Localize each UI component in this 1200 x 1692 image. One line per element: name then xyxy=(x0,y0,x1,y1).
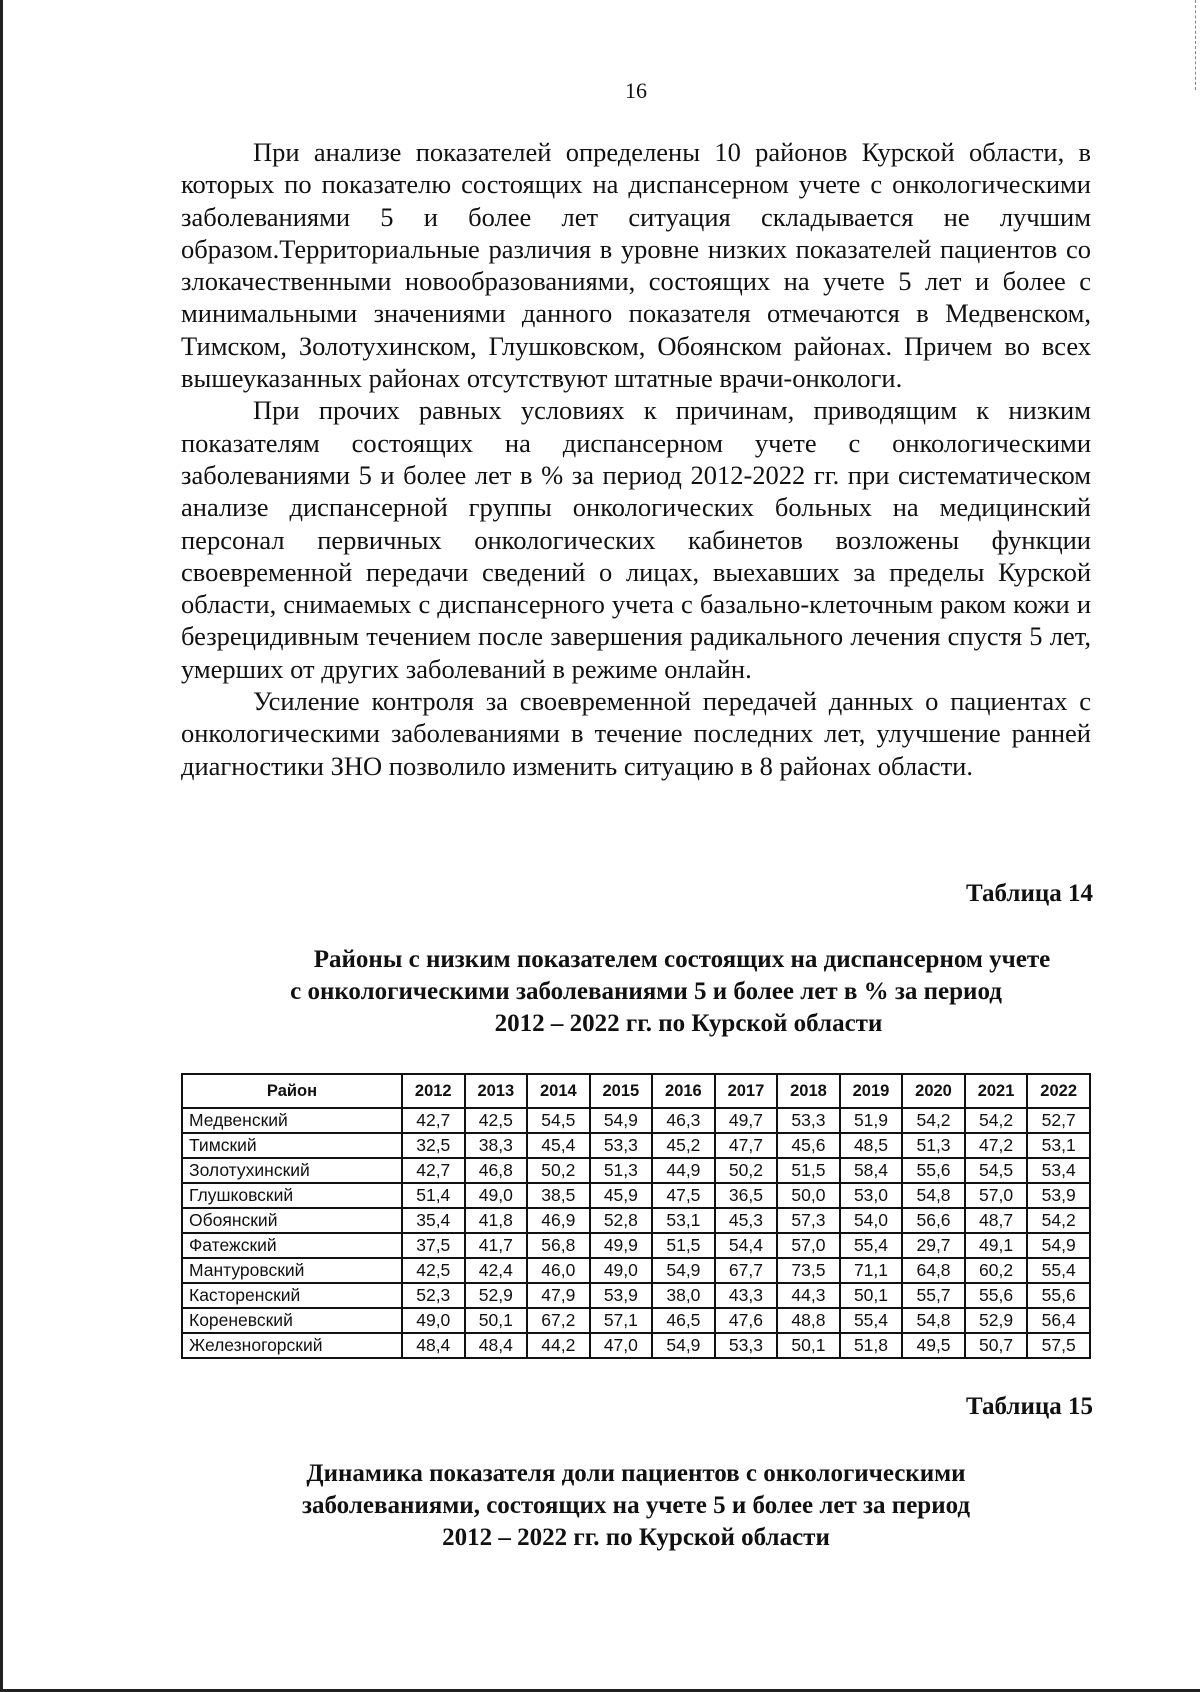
value-cell: 56,6 xyxy=(902,1208,965,1233)
value-cell: 50,2 xyxy=(715,1158,778,1183)
table-row xyxy=(182,1158,1090,1183)
value-cell: 50,1 xyxy=(777,1333,840,1358)
value-cell: 53,3 xyxy=(715,1333,778,1358)
value-cell: 50,2 xyxy=(527,1158,590,1183)
value-cell: 48,4 xyxy=(402,1333,465,1358)
value-cell: 50,0 xyxy=(777,1183,840,1208)
value-cell: 47,0 xyxy=(590,1333,653,1358)
table-body xyxy=(182,1108,1090,1358)
value-cell: 48,5 xyxy=(840,1133,903,1158)
value-cell: 45,4 xyxy=(527,1133,590,1158)
value-cell: 51,9 xyxy=(840,1108,903,1133)
value-cell: 49,1 xyxy=(965,1233,1028,1258)
table-15-title-line: заболеваниями, состоящих на учете 5 и более лет за период xyxy=(301,1492,971,1519)
value-cell: 54,9 xyxy=(652,1333,715,1358)
value-cell: 53,9 xyxy=(1027,1183,1090,1208)
table-15-title-line: 2012 – 2022 гг. по Курской области xyxy=(442,1524,830,1551)
value-cell: 55,6 xyxy=(902,1158,965,1183)
value-cell: 55,7 xyxy=(902,1283,965,1308)
table-row xyxy=(182,1208,1090,1233)
scan-border-right xyxy=(1195,0,1196,90)
page-number: 16 xyxy=(625,78,647,103)
table-15-title-line: Динамика показателя доли пациентов с онкологическими xyxy=(306,1460,966,1487)
value-cell: 48,4 xyxy=(465,1333,528,1358)
district-name-cell: Кореневский xyxy=(182,1308,402,1333)
value-cell: 53,4 xyxy=(1027,1158,1090,1183)
value-cell: 57,1 xyxy=(590,1308,653,1333)
value-cell: 52,8 xyxy=(590,1208,653,1233)
district-name-cell: Глушковский xyxy=(182,1183,402,1208)
value-cell: 44,9 xyxy=(652,1158,715,1183)
table-14-caption: Таблица 14 xyxy=(965,880,1093,907)
value-cell: 50,7 xyxy=(965,1333,1028,1358)
value-cell: 55,6 xyxy=(1027,1283,1090,1308)
value-cell: 44,2 xyxy=(527,1333,590,1358)
value-cell: 60,2 xyxy=(965,1258,1028,1283)
value-cell: 51,3 xyxy=(590,1158,653,1183)
table-15-caption: Таблица 15 xyxy=(965,1393,1093,1420)
value-cell: 41,8 xyxy=(465,1208,528,1233)
paragraph-2: При прочих равных условиях к причинам, приводящим к низким показателям состоящих на диспансерном учете с онкологическими заболеваниями 5 и более лет в % за период 2012-2022 гг. при систематическом анализе диспансерной группы онкологических больных на медицинский персонал первичных онкологических кабинетов возложены функции своевременной передачи сведений о лицах, выехавших за пределы Курской области, снимаемых с диспансерного учета с базально-клеточным раком кожи и безрецидивным течением после завершения радикального лечения спустя 5 лет, умерших от других заболеваний в режиме онлайн. xyxy=(181,395,1091,684)
value-cell: 47,7 xyxy=(715,1133,778,1158)
value-cell: 46,0 xyxy=(527,1258,590,1283)
table-row xyxy=(182,1283,1090,1308)
value-cell: 54,9 xyxy=(1027,1233,1090,1258)
value-cell: 49,0 xyxy=(402,1308,465,1333)
value-cell: 53,1 xyxy=(652,1208,715,1233)
value-cell: 67,2 xyxy=(527,1308,590,1333)
value-cell: 55,4 xyxy=(840,1233,903,1258)
table-row xyxy=(182,1258,1090,1283)
column-header-year: 2020 xyxy=(902,1074,965,1108)
table-14-title-line: Районы с низким показателем состоящих на диспансерном учете xyxy=(313,946,1051,973)
district-name-cell: Железногорский xyxy=(182,1333,402,1358)
table-row xyxy=(182,1233,1090,1258)
value-cell: 52,7 xyxy=(1027,1108,1090,1133)
value-cell: 73,5 xyxy=(777,1258,840,1283)
scan-border-left xyxy=(0,0,3,1692)
value-cell: 38,3 xyxy=(465,1133,528,1158)
value-cell: 58,4 xyxy=(840,1158,903,1183)
value-cell: 32,5 xyxy=(402,1133,465,1158)
value-cell: 52,3 xyxy=(402,1283,465,1308)
value-cell: 46,9 xyxy=(527,1208,590,1233)
table-14-title-line: 2012 – 2022 гг. по Курской области xyxy=(494,1010,883,1037)
value-cell: 45,9 xyxy=(590,1183,653,1208)
value-cell: 49,5 xyxy=(902,1333,965,1358)
value-cell: 42,5 xyxy=(402,1258,465,1283)
value-cell: 45,3 xyxy=(715,1208,778,1233)
district-name-cell: Тимский xyxy=(182,1133,402,1158)
value-cell: 54,5 xyxy=(965,1158,1028,1183)
value-cell: 51,5 xyxy=(652,1233,715,1258)
column-header-year: 2018 xyxy=(777,1074,840,1108)
table-14-title xyxy=(181,944,1091,1040)
table-row xyxy=(182,1183,1090,1208)
column-header-year: 2016 xyxy=(652,1074,715,1108)
district-name-cell: Касторенский xyxy=(182,1283,402,1308)
value-cell: 37,5 xyxy=(402,1233,465,1258)
value-cell: 38,0 xyxy=(652,1283,715,1308)
value-cell: 64,8 xyxy=(902,1258,965,1283)
value-cell: 57,0 xyxy=(777,1233,840,1258)
value-cell: 54,5 xyxy=(527,1108,590,1133)
value-cell: 44,3 xyxy=(777,1283,840,1308)
district-name-cell: Золотухинский xyxy=(182,1158,402,1183)
column-header-year: 2017 xyxy=(715,1074,778,1108)
value-cell: 47,9 xyxy=(527,1283,590,1308)
table-14-title-line: с онкологическими заболеваниями 5 и более лет в % за период xyxy=(290,978,1002,1005)
value-cell: 47,2 xyxy=(965,1133,1028,1158)
value-cell: 45,2 xyxy=(652,1133,715,1158)
value-cell: 38,5 xyxy=(527,1183,590,1208)
paragraph-3: Усиление контроля за своевременной передачей данных о пациентах с онкологическими заболеваниями в течение последних лет, улучшение ранней диагностики ЗНО позволило изменить ситуацию в 8 районах области. xyxy=(181,686,1091,781)
value-cell: 47,6 xyxy=(715,1308,778,1333)
value-cell: 50,1 xyxy=(465,1308,528,1333)
value-cell: 50,1 xyxy=(840,1283,903,1308)
value-cell: 54,8 xyxy=(902,1183,965,1208)
value-cell: 42,7 xyxy=(402,1108,465,1133)
table-row xyxy=(182,1133,1090,1158)
value-cell: 51,8 xyxy=(840,1333,903,1358)
column-header-year: 2019 xyxy=(840,1074,903,1108)
value-cell: 51,5 xyxy=(777,1158,840,1183)
value-cell: 53,1 xyxy=(1027,1133,1090,1158)
value-cell: 29,7 xyxy=(902,1233,965,1258)
value-cell: 46,5 xyxy=(652,1308,715,1333)
value-cell: 54,2 xyxy=(1027,1208,1090,1233)
value-cell: 53,3 xyxy=(590,1133,653,1158)
value-cell: 41,7 xyxy=(465,1233,528,1258)
value-cell: 57,3 xyxy=(777,1208,840,1233)
value-cell: 42,4 xyxy=(465,1258,528,1283)
value-cell: 56,8 xyxy=(527,1233,590,1258)
table-15-title xyxy=(181,1458,1091,1554)
value-cell: 55,6 xyxy=(965,1283,1028,1308)
value-cell: 36,5 xyxy=(715,1183,778,1208)
value-cell: 53,9 xyxy=(590,1283,653,1308)
table-row xyxy=(182,1108,1090,1133)
district-name-cell: Медвенский xyxy=(182,1108,402,1133)
value-cell: 55,4 xyxy=(1027,1258,1090,1283)
value-cell: 46,8 xyxy=(465,1158,528,1183)
value-cell: 57,5 xyxy=(1027,1333,1090,1358)
column-header-year: 2012 xyxy=(402,1074,465,1108)
value-cell: 53,0 xyxy=(840,1183,903,1208)
table-header-row xyxy=(182,1074,1090,1108)
value-cell: 57,0 xyxy=(965,1183,1028,1208)
value-cell: 47,5 xyxy=(652,1183,715,1208)
column-header-year: 2014 xyxy=(527,1074,590,1108)
value-cell: 67,7 xyxy=(715,1258,778,1283)
value-cell: 49,9 xyxy=(590,1233,653,1258)
value-cell: 49,0 xyxy=(465,1183,528,1208)
value-cell: 52,9 xyxy=(465,1283,528,1308)
column-header-year: 2021 xyxy=(965,1074,1028,1108)
value-cell: 42,5 xyxy=(465,1108,528,1133)
district-name-cell: Фатежский xyxy=(182,1233,402,1258)
value-cell: 56,4 xyxy=(1027,1308,1090,1333)
table-row xyxy=(182,1308,1090,1333)
value-cell: 54,9 xyxy=(652,1258,715,1283)
value-cell: 51,3 xyxy=(902,1133,965,1158)
value-cell: 51,4 xyxy=(402,1183,465,1208)
value-cell: 53,3 xyxy=(777,1108,840,1133)
column-header-year: 2013 xyxy=(465,1074,528,1108)
value-cell: 54,0 xyxy=(840,1208,903,1233)
value-cell: 54,2 xyxy=(965,1108,1028,1133)
value-cell: 45,6 xyxy=(777,1133,840,1158)
value-cell: 54,9 xyxy=(590,1108,653,1133)
value-cell: 55,4 xyxy=(840,1308,903,1333)
districts-table xyxy=(181,1073,1091,1359)
value-cell: 54,2 xyxy=(902,1108,965,1133)
paragraph-1: При анализе показателей определены 10 районов Курской области, в которых по показателю состоящих на диспансерном учете с онкологическими заболеваниями 5 и более лет ситуация складывается не лучшим образом.Территориальные различия в уровне низких показателей пациентов со злокачественными новообразованиями, состоящих на учете 5 лет и более с минимальными значениями данного показателя отмечаются в Медвенском, Тимском, Золотухинском, Глушковском, Обоянском районах. Причем во всех вышеуказанных районах отсутствуют штатные врачи-онкологи. xyxy=(181,137,1091,394)
table-row xyxy=(182,1333,1090,1358)
value-cell: 54,4 xyxy=(715,1233,778,1258)
column-header-district: Район xyxy=(182,1074,402,1108)
value-cell: 49,0 xyxy=(590,1258,653,1283)
value-cell: 71,1 xyxy=(840,1258,903,1283)
body-text xyxy=(181,136,1091,782)
value-cell: 49,7 xyxy=(715,1108,778,1133)
value-cell: 54,8 xyxy=(902,1308,965,1333)
value-cell: 52,9 xyxy=(965,1308,1028,1333)
value-cell: 48,7 xyxy=(965,1208,1028,1233)
value-cell: 46,3 xyxy=(652,1108,715,1133)
value-cell: 35,4 xyxy=(402,1208,465,1233)
column-header-year: 2022 xyxy=(1027,1074,1090,1108)
column-header-year: 2015 xyxy=(590,1074,653,1108)
district-name-cell: Обоянский xyxy=(182,1208,402,1233)
district-name-cell: Мантуровский xyxy=(182,1258,402,1283)
value-cell: 42,7 xyxy=(402,1158,465,1183)
value-cell: 48,8 xyxy=(777,1308,840,1333)
value-cell: 43,3 xyxy=(715,1283,778,1308)
